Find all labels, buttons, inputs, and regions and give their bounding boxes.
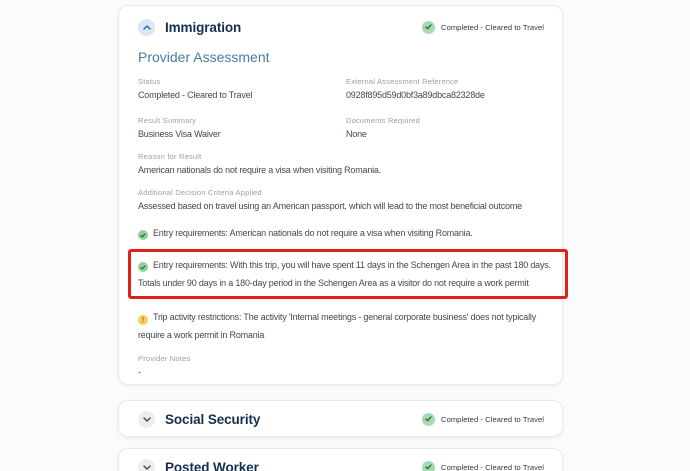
- field-status: [138, 77, 346, 101]
- field-value: Completed - Cleared to Travel: [138, 90, 253, 100]
- notice-text: Entry requirements: With this trip, you will have spent 11 days in the Schengen Area in the past 180 days. Totals under 90 days in a 180-day period in the Schengen Area as a visitor do not require a work permit: [138, 260, 551, 288]
- field-value: American nationals do not require a visa when visiting Romania.: [138, 165, 382, 175]
- provider-assessment-title: Provider Assessment: [138, 49, 270, 65]
- immigration-header[interactable]: [138, 18, 544, 36]
- field-label: External Assessment Reference: [346, 77, 459, 86]
- section-title: Posted Worker: [165, 459, 259, 471]
- immigration-section: [118, 5, 563, 385]
- status-badge: [422, 413, 544, 426]
- chevron-down-icon[interactable]: [138, 411, 155, 428]
- notice-text: Entry requirements: American nationals do not require a visa when visiting Romania.: [153, 228, 473, 238]
- status-badge: [422, 21, 544, 34]
- field-reason-for-result: [138, 152, 544, 176]
- posted-worker-header[interactable]: [138, 458, 544, 471]
- field-documents-required: [346, 116, 544, 140]
- check-circle-icon: [138, 262, 148, 272]
- posted-worker-section: [118, 448, 563, 471]
- entry-requirements-schengen-notice: [138, 256, 555, 292]
- social-security-section: [118, 400, 563, 437]
- field-value: None: [346, 129, 367, 139]
- field-label: Documents Required: [346, 116, 421, 125]
- status-badge: [422, 461, 544, 471]
- field-value: -: [138, 367, 141, 377]
- field-external-assessment-reference: [346, 77, 544, 101]
- field-result-summary: [138, 116, 346, 140]
- warning-icon: !: [138, 315, 148, 325]
- field-additional-decision-criteria: [138, 188, 544, 212]
- field-label: Result Summary: [138, 116, 197, 125]
- social-security-header[interactable]: [138, 410, 544, 428]
- field-label: Additional Decision Criteria Applied: [138, 188, 262, 197]
- status-badge-label: Completed - Cleared to Travel: [441, 22, 544, 32]
- chevron-down-icon[interactable]: [138, 459, 155, 471]
- field-label: Status: [138, 77, 161, 86]
- field-label: Reason for Result: [138, 152, 202, 161]
- check-circle-icon: [138, 230, 148, 240]
- assessment-page: [118, 5, 563, 471]
- field-value: Assessed based on travel using an American passport, which will lead to the most beneficial outcome: [138, 201, 522, 211]
- assessment-fields: [138, 77, 544, 140]
- chevron-up-icon[interactable]: [138, 19, 155, 36]
- check-circle-icon: [422, 21, 435, 34]
- section-title: Social Security: [165, 411, 261, 427]
- field-value: 0928f895d59d0bf3a89dbca82328de: [346, 90, 485, 100]
- trip-activity-restrictions-notice: [138, 308, 544, 344]
- status-badge-label: Completed - Cleared to Travel: [441, 414, 544, 424]
- field-label: Provider Notes: [138, 354, 191, 363]
- check-circle-icon: [422, 461, 435, 471]
- notice-text: Trip activity restrictions: The activity 'Internal meetings - general corporate business' does not typically require a work permit in Romania: [138, 312, 537, 340]
- entry-requirements-notice: [138, 224, 544, 242]
- status-badge-label: Completed - Cleared to Travel: [441, 462, 544, 471]
- field-provider-notes: [138, 354, 544, 378]
- red-annotation-box: [128, 249, 568, 299]
- check-circle-icon: [422, 413, 435, 426]
- field-value: Business Visa Waiver: [138, 129, 221, 139]
- section-title: Immigration: [165, 19, 242, 35]
